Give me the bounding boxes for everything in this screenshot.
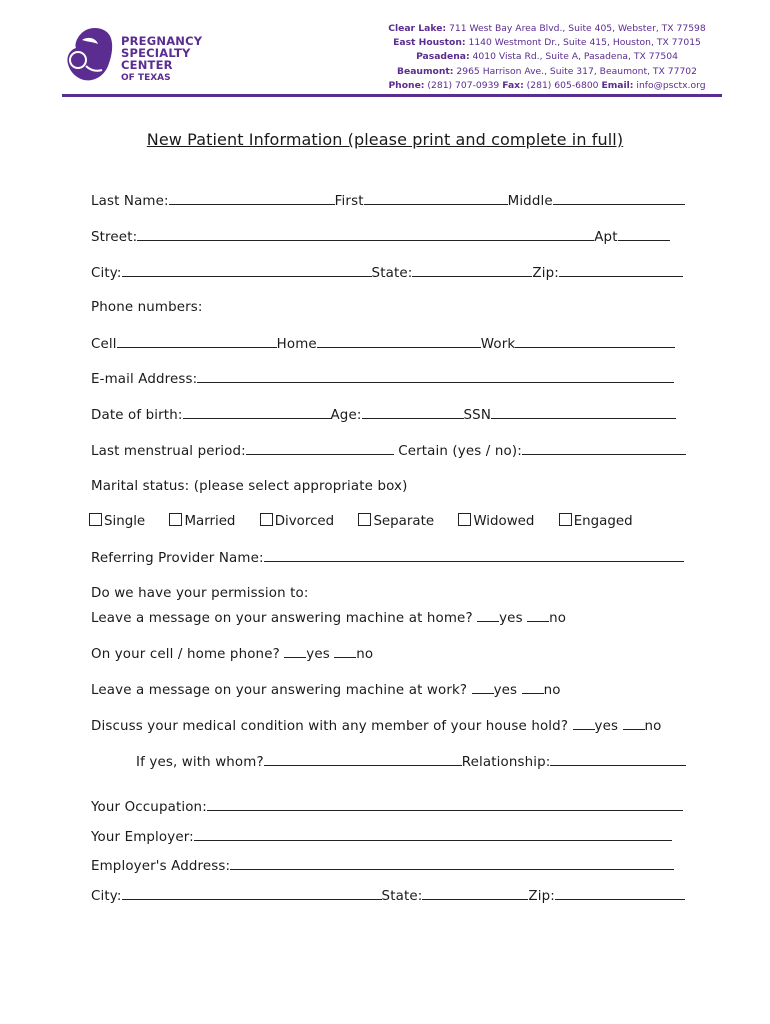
last-name-label: Last Name: (91, 194, 169, 209)
employer-state-field[interactable] (422, 888, 528, 900)
clinic-addresses (382, 22, 712, 93)
referring-row (91, 550, 684, 566)
employer-zip-field[interactable] (555, 888, 685, 900)
permission-work-row: Leave a message on your answering machine at work? yes no (91, 683, 561, 698)
cell-label: Cell (91, 337, 117, 352)
logo-line-4: OF TEXAS (121, 73, 171, 83)
city-field[interactable] (122, 265, 372, 277)
permission-cell-row: On your cell / home phone? yes no (91, 647, 374, 662)
address-east-houston: East Houston: 1140 Westmont Dr., Suite 415, Houston, TX 77015 (393, 37, 701, 49)
street-label: Street: (91, 230, 138, 245)
dob-row (91, 407, 676, 423)
checkbox-icon[interactable] (559, 513, 572, 526)
permission-work-yes-field[interactable] (472, 682, 494, 694)
apt-field[interactable] (618, 229, 670, 241)
first-name-label: First (334, 194, 364, 209)
street-field[interactable] (137, 229, 594, 241)
address-beaumont: Beaumont: 2965 Harrison Ave., Suite 317, Beaumont, TX 77702 (397, 65, 697, 77)
employer-state-label: State: (381, 889, 423, 904)
logo-line-3: CENTER (121, 58, 173, 72)
email-row (91, 371, 674, 387)
permission-cell-label: On your cell / home phone? (91, 647, 285, 662)
employer-zip-label: Zip: (528, 889, 555, 904)
employer-city-label: City: (91, 889, 122, 904)
employer-city-row (91, 888, 685, 904)
marital-option-single[interactable]: Single (89, 513, 145, 529)
name-row (91, 193, 685, 209)
permission-household-row: Discuss your medical condition with any member of your house hold? yes no (91, 719, 662, 734)
letterhead (0, 0, 770, 100)
permission-heading: Do we have your permission to: (91, 586, 309, 601)
logo-wordmark (121, 35, 202, 84)
marital-option-separate[interactable]: Separate (358, 513, 434, 529)
last-name-field[interactable] (169, 193, 335, 205)
city-label: City: (91, 266, 122, 281)
apt-label: Apt (594, 230, 618, 245)
marital-option-divorced[interactable]: Divorced (260, 513, 334, 529)
occupation-label: Your Occupation: (91, 800, 207, 815)
employer-row (91, 829, 672, 845)
employer-address-row (91, 858, 674, 874)
lmp-label: Last menstrual period: (91, 444, 246, 459)
zip-label: Zip: (532, 266, 559, 281)
clinic-logo (64, 26, 224, 90)
checkbox-icon[interactable] (89, 513, 102, 526)
state-field[interactable] (412, 265, 532, 277)
checkbox-icon[interactable] (458, 513, 471, 526)
checkbox-icon[interactable] (169, 513, 182, 526)
employer-label: Your Employer: (91, 830, 194, 845)
household-whom-row (136, 754, 686, 770)
mother-child-logo-icon (64, 26, 124, 86)
checkbox-icon[interactable] (260, 513, 273, 526)
work-label: Work (480, 337, 516, 352)
referring-field[interactable] (264, 550, 684, 562)
employer-address-label: Employer's Address: (91, 859, 231, 874)
first-name-field[interactable] (364, 193, 508, 205)
phones-row (91, 336, 675, 352)
whom-label: If yes, with whom? (136, 755, 264, 770)
logo-line-2: SPECIALTY (121, 46, 191, 60)
certain-field[interactable] (522, 443, 686, 455)
certain-label: Certain (yes / no): (393, 444, 522, 459)
checkbox-icon[interactable] (358, 513, 371, 526)
work-field[interactable] (515, 336, 675, 348)
middle-name-field[interactable] (553, 193, 685, 205)
logo-line-1: PREGNANCY (121, 34, 203, 48)
permission-home-yes-field[interactable] (477, 610, 499, 622)
permission-cell-yes-field[interactable] (284, 646, 306, 658)
address-pasadena: Pasadena: 4010 Vista Rd., Suite A, Pasadena, TX 77504 (416, 51, 678, 63)
ssn-field[interactable] (491, 407, 676, 419)
home-field[interactable] (317, 336, 481, 348)
marital-option-widowed[interactable]: Widowed (458, 513, 534, 529)
employer-address-field[interactable] (230, 858, 674, 870)
phone-numbers-heading: Phone numbers: (91, 300, 203, 315)
relationship-field[interactable] (550, 754, 686, 766)
header-divider (62, 94, 722, 97)
permission-work-no-field[interactable] (522, 682, 544, 694)
permission-household-label: Discuss your medical condition with any member of your house hold? (91, 719, 573, 734)
whom-field[interactable] (264, 754, 462, 766)
age-label: Age: (330, 408, 362, 423)
age-field[interactable] (362, 407, 464, 419)
city-row (91, 265, 683, 281)
permission-work-label: Leave a message on your answering machine at work? (91, 683, 472, 698)
permission-cell-no-field[interactable] (334, 646, 356, 658)
permission-household-yes-field[interactable] (573, 718, 595, 730)
email-label: E-mail Address: (91, 372, 198, 387)
relationship-label: Relationship: (461, 755, 551, 770)
employer-city-field[interactable] (122, 888, 382, 900)
marital-status-options (89, 513, 633, 529)
occupation-field[interactable] (207, 799, 683, 811)
contact-line: Phone: (281) 707-0939 Fax: (281) 605-6800 Email: info@psctx.org (388, 79, 706, 91)
lmp-row (91, 443, 686, 459)
home-label: Home (276, 337, 317, 352)
occupation-row (91, 799, 683, 815)
state-label: State: (371, 266, 413, 281)
dob-field[interactable] (183, 407, 331, 419)
dob-label: Date of birth: (91, 408, 183, 423)
email-field[interactable] (197, 371, 674, 383)
address-clear-lake: Clear Lake: 711 West Bay Area Blvd., Suite 405, Webster, TX 77598 (388, 23, 706, 34)
permission-home-row: Leave a message on your answering machine at home? yes no (91, 611, 567, 626)
zip-field[interactable] (559, 265, 683, 277)
referring-label: Referring Provider Name: (91, 551, 264, 566)
permission-home-label: Leave a message on your answering machine at home? (91, 611, 478, 626)
lmp-field[interactable] (246, 443, 394, 455)
form-title: New Patient Information (please print and complete in full) (146, 130, 624, 149)
marital-status-heading: Marital status: (please select appropriate box) (91, 479, 408, 494)
street-row (91, 229, 670, 245)
ssn-label: SSN (463, 408, 491, 423)
middle-name-label: Middle (507, 194, 553, 209)
permission-household-no-field[interactable] (623, 718, 645, 730)
cell-field[interactable] (117, 336, 277, 348)
marital-option-engaged[interactable]: Engaged (559, 513, 633, 529)
marital-option-married[interactable]: Married (169, 513, 235, 529)
permission-home-no-field[interactable] (527, 610, 549, 622)
employer-field[interactable] (194, 829, 672, 841)
